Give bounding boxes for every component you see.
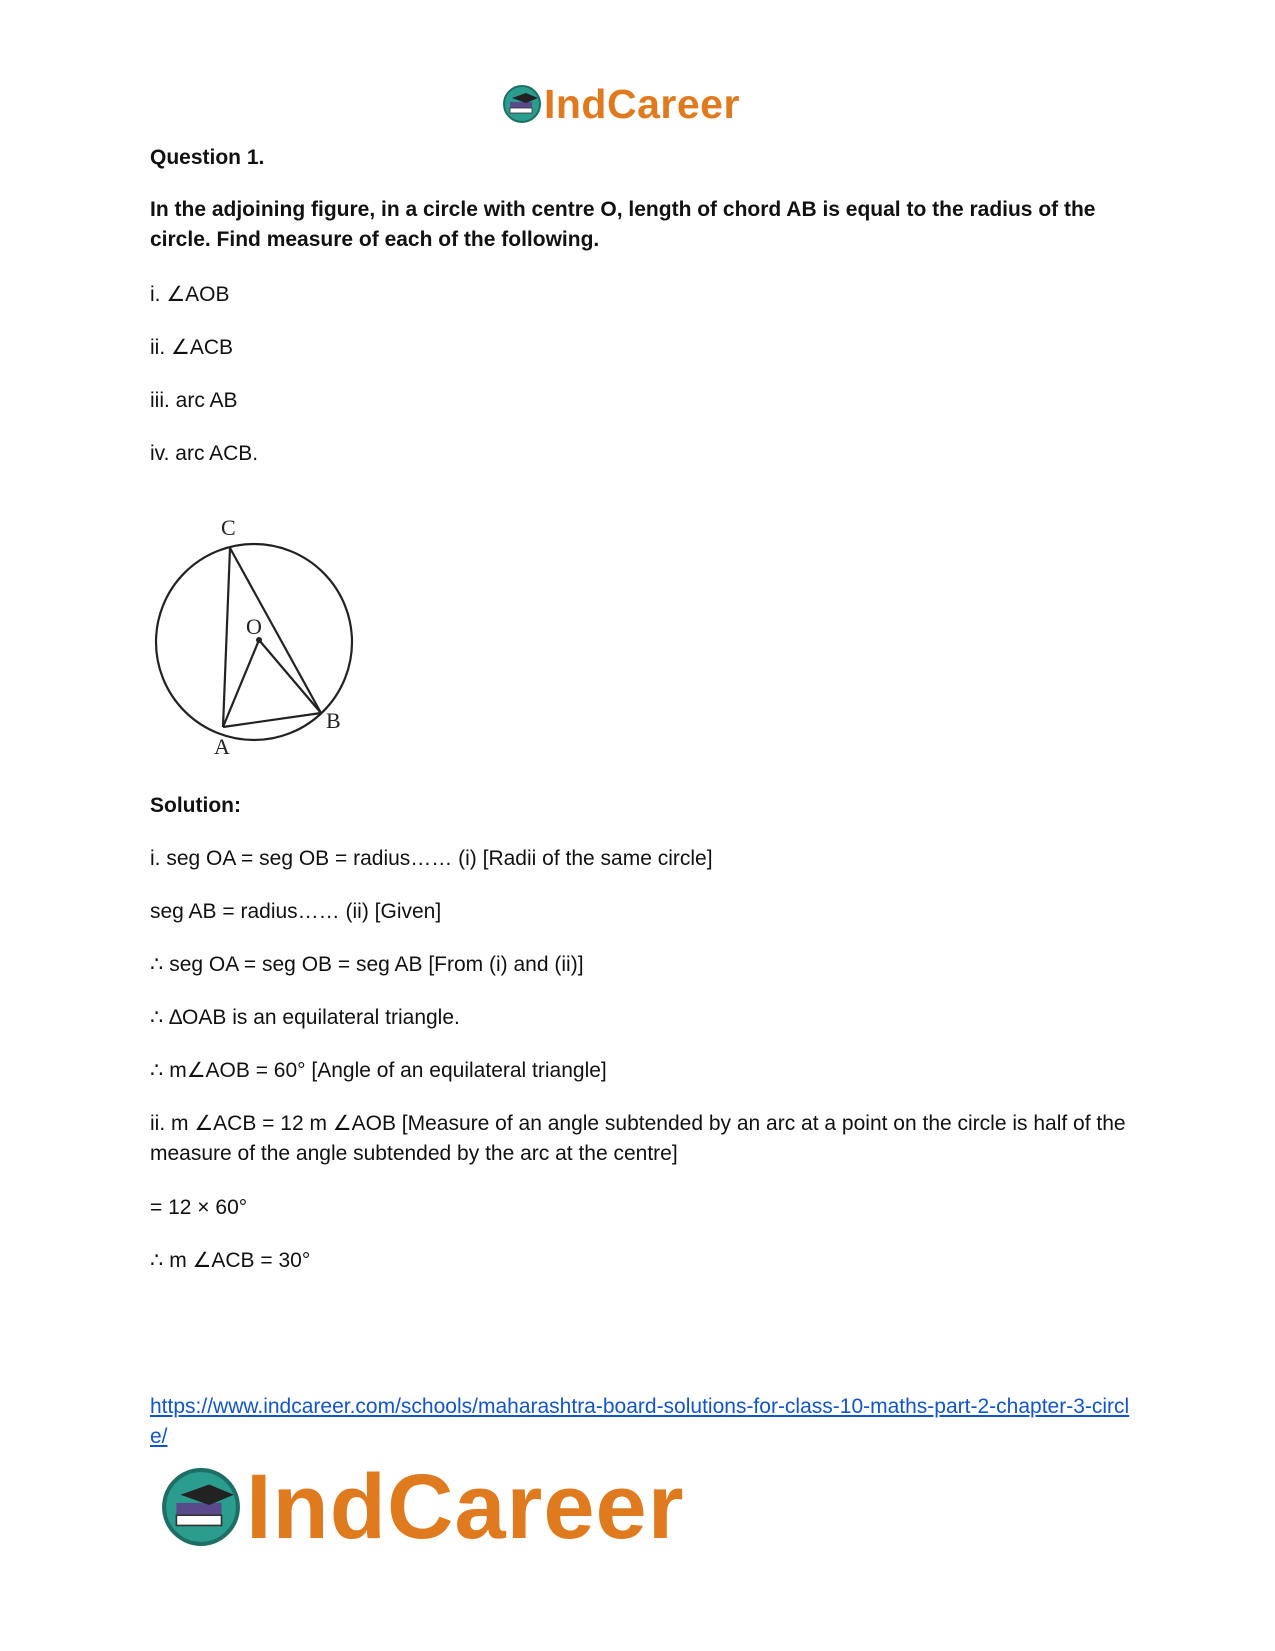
footer-logo [160,1456,685,1558]
header-logo [502,80,740,128]
brand-name: IndCareer [544,80,740,127]
label-b: B [326,708,341,733]
question-prompt: In the adjoining figure, in a circle with centre O, length of chord AB is equal to the radius of the circle. Find measure of each of the following. [150,198,1096,251]
globe-book-icon [502,84,542,124]
question-item: i. ∠AOB [150,283,230,306]
question-item: ii. ∠ACB [150,336,234,359]
globe-book-icon [160,1466,242,1548]
solution-line: seg AB = radius…… (ii) [Given] [150,900,442,923]
solution-line: ∴ ∆OAB is an equilateral triangle. [150,1006,460,1029]
solution-line: ∴ seg OA = seg OB = seg AB [From (i) and (ii)] [150,953,584,976]
question-item: iii. arc AB [150,389,238,412]
question-item: iv. arc ACB. [150,442,259,465]
chord-ca [223,548,230,727]
solution-line: ∴ m ∠ACB = 30° [150,1249,311,1272]
chord-cb [230,548,321,713]
source-link[interactable]: https://www.indcareer.com/schools/maharashtra-board-solutions-for-class-10-maths-part-2-chapter-3-circle/ [150,1395,1130,1448]
radius-ob [259,640,321,713]
question-heading: Question 1. [150,146,265,169]
circle-figure [148,515,368,765]
brand-name: IndCareer [246,1456,685,1558]
label-o: O [246,614,262,639]
solution-heading: Solution: [150,794,241,817]
circle [156,544,352,740]
solution-line: ∴ m∠AOB = 60° [Angle of an equilateral triangle] [150,1059,607,1082]
solution-line: i. seg OA = seg OB = radius…… (i) [Radii of the same circle] [150,847,713,870]
solution-line: = 12 × 60° [150,1196,248,1219]
radius-oa [223,640,259,727]
label-c: C [221,515,236,540]
solution-line: ii. m ∠ACB = 12 m ∠AOB [Measure of an angle subtended by an arc at a point on the circle is half of the measure of the angle subtended by the arc at the centre] [150,1112,1126,1165]
label-a: A [214,734,230,759]
